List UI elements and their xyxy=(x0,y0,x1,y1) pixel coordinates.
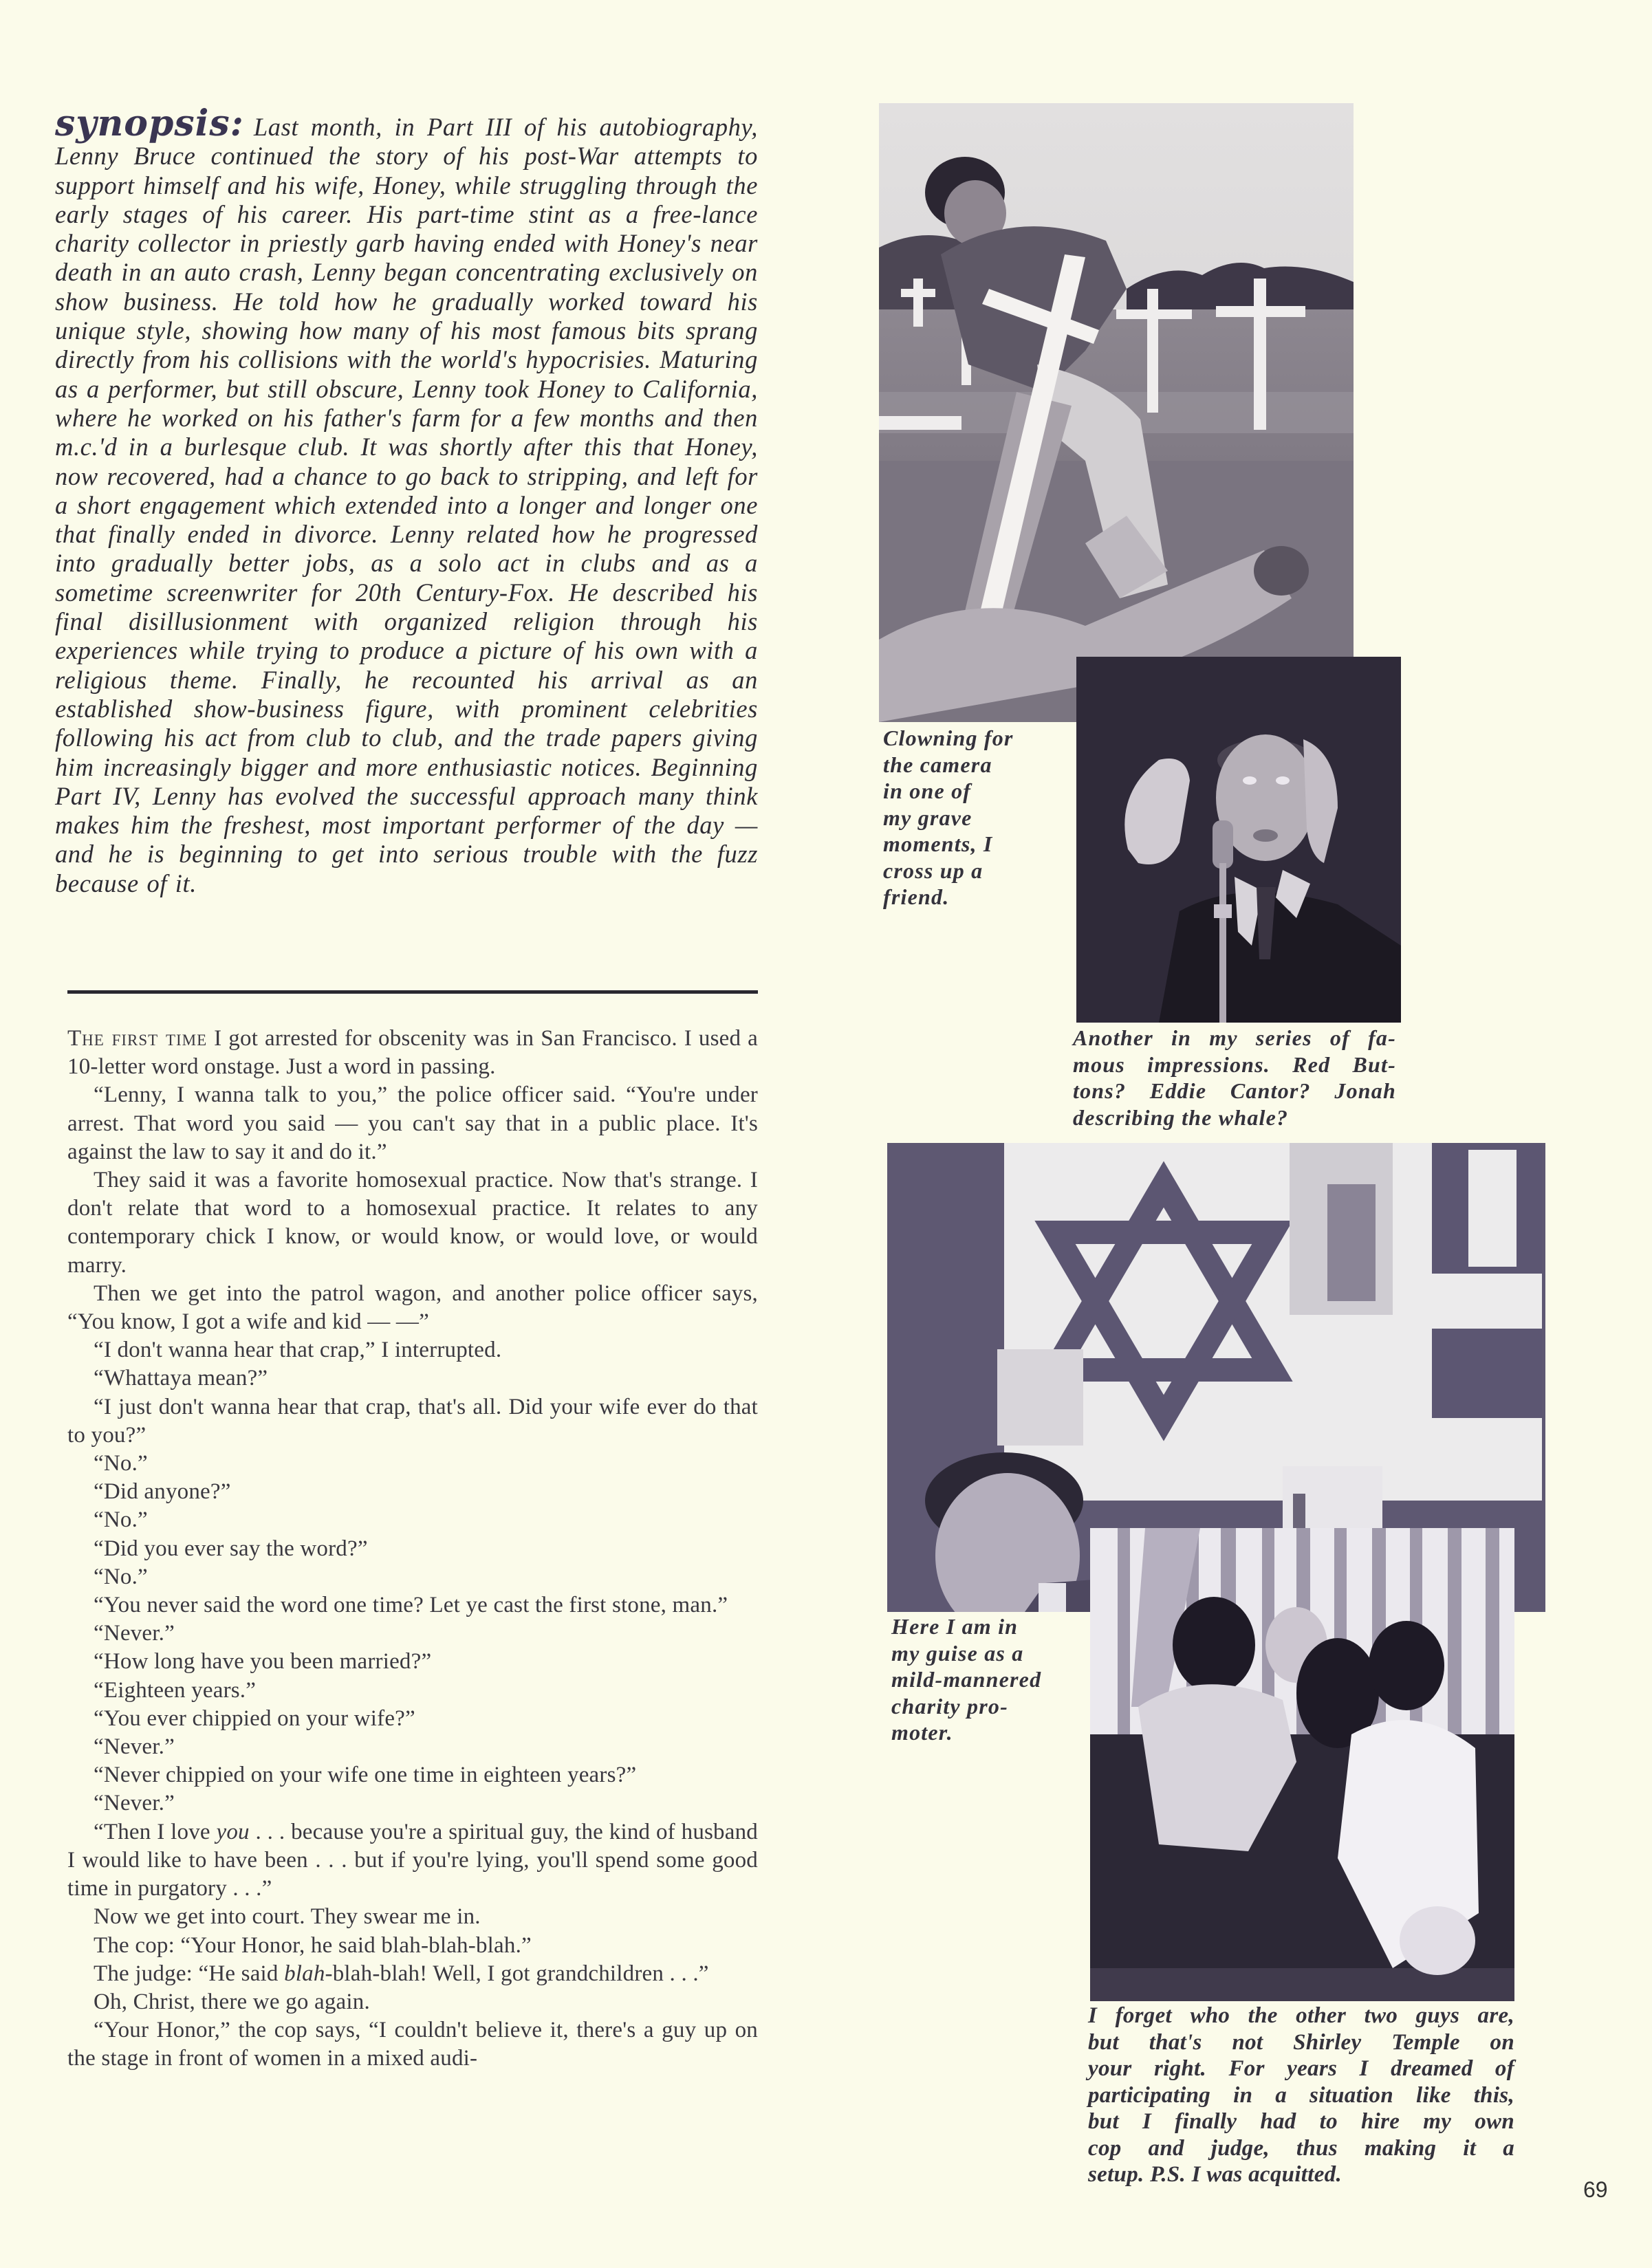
caption-line: friend. xyxy=(883,884,950,909)
caption-line: but I finally had to hire my own xyxy=(1088,2109,1514,2134)
section-divider xyxy=(67,990,758,994)
lead-in: The first time xyxy=(67,1026,208,1051)
body-paragraph: “Never chippied on your wife one time in eighteen years?” xyxy=(94,1763,637,1788)
synopsis-text: Last month, in Part III of his autobiography, Lenny Bruce continued the story of his post-War attempts to support himself and his wife, Honey, while struggling through the early stages of his career. His part-time stint as a free-lance charity collector in priestly garb having ended with Honey's near death in an auto crash, Lenny began concentrating exclusively on show business. He told how he gradually worked toward his unique style, showing how many of his most famous bits sprang directly from his collisions with the world's hypocrisies. Maturing as a performer, but still obscure, Lenny took Honey to California, where he worked on his father's farm for a few months and then m.c.'d in a burlesque club. It was shortly after this that Honey, now recovered, had a chance to go back to stripping, and left for a short engagement which extended into a longer and longer one that finally ended in divorce. Lenny related how he progressed into gradually better jobs, as a solo act in clubs and as a sometime screenwriter for 20th Century-Fox. He described his final disillusionment with organized religion through his experiences while trying to produce a picture of his own with a religious theme. Finally, he recounted his arrival as an established show-business figure, with prominent celebrities following his act from club to club, and the trade papers giving him increasingly bigger and more enthusiastic notices. Beginning Part IV, Lenny has evolved the successful approach many think makes him the freshest, most important performer of the day — and he is beginning to get into serious trouble with the fuzz because of it. xyxy=(55,113,758,897)
body-paragraph: “No.” xyxy=(94,1451,148,1476)
caption-line: moments, I xyxy=(883,831,993,856)
caption-line: participating in a situation like this, xyxy=(1088,2082,1514,2108)
synopsis xyxy=(55,102,758,898)
body-paragraph: “No.” xyxy=(94,1564,148,1589)
body-paragraph: “Eighteen years.” xyxy=(94,1677,257,1703)
body-paragraph: “You never said the word one time? Let ye cast the first stone, man.” xyxy=(94,1593,728,1618)
caption-line: your right. For years I dreamed of xyxy=(1088,2056,1514,2081)
emphasis: you xyxy=(216,1819,250,1844)
photo-cemetery-image xyxy=(879,103,1354,722)
photo-courtroom-image xyxy=(1090,1528,1514,2001)
body-paragraph: The cop: “Your Honor, he said blah-blah-blah.” xyxy=(94,1932,532,1958)
paragraph-text: . . . because you're a spiritual guy, the kind of husband I would like to have been . . . but if you're lying, you'll spend some good time in purgatory . . .” xyxy=(67,1819,759,1901)
body-paragraph: They said it was a favorite homosexual practice. Now that's strange. I don't relate that word to a homosexual practice. It relates to any contemporary chick I know, or would know, or would love, or would marry. xyxy=(67,1168,758,1278)
caption-line: I forget who the other two guys are, xyxy=(1088,2003,1514,2028)
body-paragraph: “I don't wanna hear that crap,” I interrupted. xyxy=(94,1338,502,1363)
body-paragraph: Oh, Christ, there we go again. xyxy=(94,1989,370,2014)
emphasis: blah xyxy=(284,1961,325,1986)
body-paragraph: “Never.” xyxy=(94,1791,175,1816)
caption-microphone xyxy=(1073,1025,1396,1131)
caption-line: charity pro- xyxy=(891,1693,1008,1719)
body-paragraph: “No.” xyxy=(94,1507,148,1533)
article-body xyxy=(67,1025,758,2073)
body-paragraph: “Lenny, I wanna talk to you,” the police officer said. “You're under arrest. That word you said — you can't say that in a public place. It's against the law to say it and do it.” xyxy=(67,1082,758,1164)
body-paragraph xyxy=(67,1025,758,1081)
body-paragraph xyxy=(67,1960,758,1988)
body-paragraph: “I just don't wanna hear that crap, that's all. Did your wife ever do that to you?” xyxy=(67,1394,758,1448)
body-paragraph: “Your Honor,” the cop says, “I couldn't believe it, there's a guy up on the stage in front of women in a mixed audi- xyxy=(67,2018,758,2071)
body-paragraph: “Never.” xyxy=(94,1734,175,1760)
paragraph-text: I got arrested for obscenity was in San Francisco. I used a 10-letter word onstage. Just a word in passing. xyxy=(67,1026,758,1080)
body-paragraph: “Whattaya mean?” xyxy=(94,1366,268,1391)
caption-line: my grave xyxy=(883,805,972,830)
photo-courtroom xyxy=(1090,1528,1514,2001)
photo-microphone-image xyxy=(1076,657,1401,1023)
caption-courtroom xyxy=(1088,2003,1514,2188)
caption-line: cross up a xyxy=(883,858,983,883)
body-paragraph: “Never.” xyxy=(94,1621,175,1646)
photo-microphone xyxy=(1076,657,1401,1023)
caption-line: mous impressions. Red But- xyxy=(1073,1051,1396,1077)
photo-cemetery xyxy=(879,103,1354,722)
body-paragraph: Then we get into the patrol wagon, and another police officer says, “You know, I got a wife and kid — —” xyxy=(67,1280,758,1335)
paragraph-text: “Then I love xyxy=(94,1819,217,1844)
body-paragraph: Now we get into court. They swear me in. xyxy=(94,1904,481,1930)
caption-line: but that's not Shirley Temple on xyxy=(1088,2029,1514,2055)
caption-line: describing the whale? xyxy=(1073,1104,1289,1130)
caption-line: mild-mannered xyxy=(891,1667,1042,1692)
caption-line: cop and judge, thus making it a xyxy=(1088,2135,1514,2161)
caption-line: setup. P.S. I was acquitted. xyxy=(1088,2162,1343,2187)
body-paragraph: “Did you ever say the word?” xyxy=(94,1536,368,1561)
caption-line: moter. xyxy=(891,1720,953,1745)
caption-line: Clowning for xyxy=(883,726,1014,750)
synopsis-heading: synopsis: xyxy=(55,102,244,144)
caption-line: my guise as a xyxy=(891,1640,1024,1666)
caption-cemetery xyxy=(883,725,1076,911)
body-paragraph: “Did anyone?” xyxy=(94,1479,231,1505)
body-paragraph: “How long have you been married?” xyxy=(94,1649,432,1675)
caption-line: Here I am in xyxy=(891,1614,1019,1639)
caption-star xyxy=(891,1613,1072,1746)
caption-line: the camera xyxy=(883,752,992,777)
caption-line: in one of xyxy=(883,778,972,803)
paragraph-text: -blah-blah! Well, I got grandchildren . . .” xyxy=(325,1961,709,1986)
body-paragraph: “You ever chippied on your wife?” xyxy=(94,1705,415,1731)
page-number: 69 xyxy=(1583,2177,1608,2202)
caption-line: tons? Eddie Cantor? Jonah xyxy=(1073,1078,1396,1103)
caption-line: Another in my series of fa- xyxy=(1073,1025,1396,1050)
paragraph-text: The judge: “He said xyxy=(94,1961,285,1986)
body-paragraph xyxy=(67,1818,758,1904)
